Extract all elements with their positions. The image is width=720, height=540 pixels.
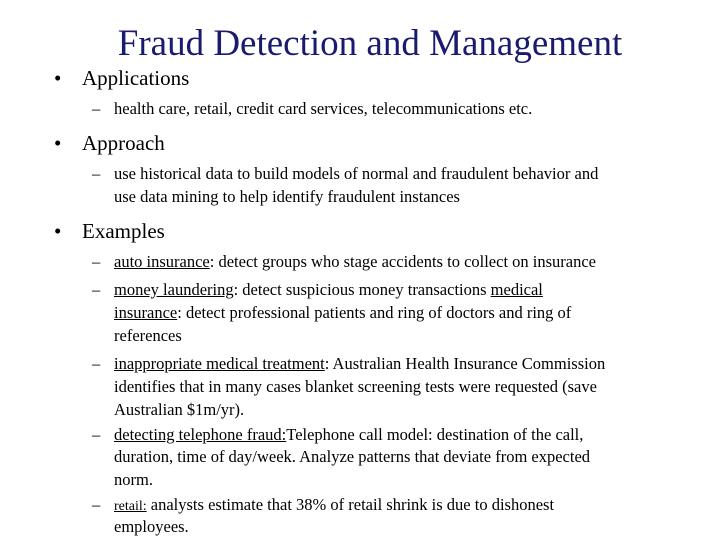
example-label-2: medical [490, 280, 543, 299]
example-text: analysts estimate that 38% of retail shrink is due to dishonest [146, 495, 555, 514]
bullet-icon: • [54, 219, 62, 243]
example-text: duration, time of day/week. Analyze patterns that deviate from expected [114, 447, 591, 466]
example-text: norm. [114, 470, 153, 489]
sub-item-text: use data mining to help identify fraudulent instances [114, 187, 460, 206]
dash-icon: – [92, 99, 101, 118]
example-label: auto insurance [114, 252, 210, 271]
example-label: retail: [114, 499, 147, 514]
example-label: insurance [114, 303, 178, 322]
dash-icon: – [92, 164, 101, 183]
example-text: Australian $1m/yr). [114, 400, 245, 419]
example-text: : Australian Health Insurance Commission [324, 354, 606, 373]
bullet-icon: • [54, 131, 62, 155]
section-heading: Approach [82, 131, 165, 155]
dash-icon: – [92, 280, 101, 299]
example-text: employees. [114, 517, 189, 536]
slide-title: Fraud Detection and Management [117, 23, 623, 64]
dash-icon: – [92, 495, 101, 514]
section-heading: Applications [82, 66, 190, 90]
dash-icon: – [92, 252, 101, 271]
example-text: : detect professional patients and ring of doctors and ring of [177, 303, 572, 322]
sub-item-text: health care, retail, credit card services, telecommunications etc. [114, 99, 533, 118]
example-label: inappropriate medical treatment [114, 354, 325, 373]
section-heading: Examples [82, 219, 165, 243]
sub-item-text: use historical data to build models of normal and fraudulent behavior and [114, 164, 599, 183]
dash-icon: – [92, 354, 101, 373]
example-text: : detect suspicious money transactions [233, 280, 491, 299]
example-text: : detect groups who stage accidents to collect on insurance [209, 252, 597, 271]
example-text: Telephone call model: destination of the call, [286, 425, 584, 444]
example-label: money laundering [114, 280, 234, 299]
example-label: detecting telephone fraud: [114, 425, 287, 444]
bullet-icon: • [54, 66, 62, 90]
example-text: references [114, 326, 182, 345]
example-text: identifies that in many cases blanket screening tests were requested (save [114, 377, 597, 396]
dash-icon: – [92, 425, 101, 444]
